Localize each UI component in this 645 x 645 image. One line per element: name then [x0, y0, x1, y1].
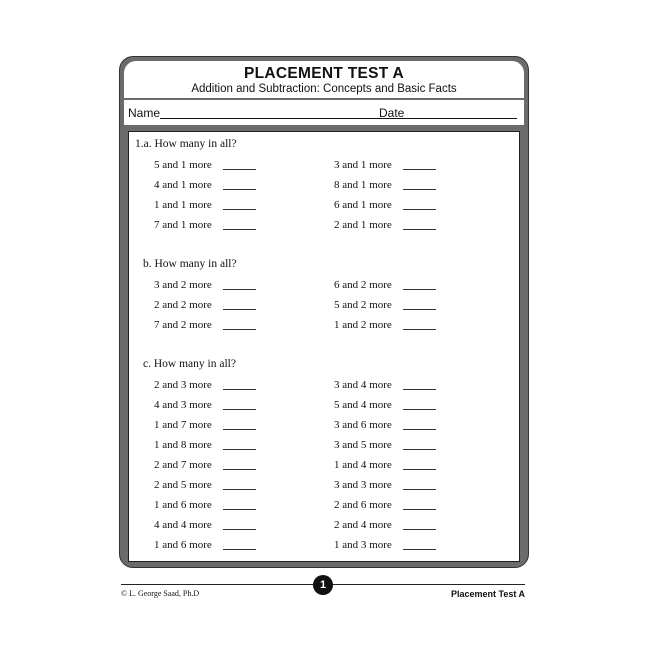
answer-blank[interactable] [403, 309, 436, 310]
footer-title: Placement Test A [450, 589, 525, 599]
problem-left: 1 and 7 more [154, 419, 212, 431]
problem-left: 1 and 1 more [154, 199, 212, 211]
answer-blank[interactable] [223, 509, 256, 510]
problem-left: 5 and 1 more [154, 159, 212, 171]
answer-blank[interactable] [223, 189, 256, 190]
problem-left: 3 and 2 more [154, 279, 212, 291]
name-date-bar [124, 100, 524, 125]
name-label: Name [128, 106, 161, 120]
answer-blank[interactable] [403, 289, 436, 290]
answer-blank[interactable] [403, 429, 436, 430]
answer-blank[interactable] [403, 169, 436, 170]
problem-left: 2 and 3 more [154, 379, 212, 391]
answer-blank[interactable] [223, 429, 256, 430]
page-subtitle: Addition and Subtraction: Concepts and Basic Facts [191, 83, 457, 95]
answer-blank[interactable] [223, 289, 256, 290]
answer-blank[interactable] [223, 549, 256, 550]
problem-left: 4 and 4 more [154, 519, 212, 531]
problem-left: 7 and 1 more [154, 219, 212, 231]
problem-right: 5 and 4 more [334, 399, 392, 411]
answer-blank[interactable] [403, 549, 436, 550]
section-label: b. How many in all? [143, 258, 237, 270]
answer-blank[interactable] [403, 389, 436, 390]
date-label: Date [379, 106, 405, 120]
problem-right: 3 and 5 more [334, 439, 392, 451]
problem-left: 2 and 5 more [154, 479, 212, 491]
problem-left: 2 and 7 more [154, 459, 212, 471]
answer-blank[interactable] [223, 489, 256, 490]
section-label: 1.a. How many in all? [135, 138, 237, 150]
problem-left: 1 and 6 more [154, 499, 212, 511]
problem-left: 7 and 2 more [154, 319, 212, 331]
answer-blank[interactable] [403, 449, 436, 450]
answer-blank[interactable] [223, 409, 256, 410]
answer-blank[interactable] [223, 169, 256, 170]
answer-blank[interactable] [403, 189, 436, 190]
answer-blank[interactable] [403, 209, 436, 210]
problem-left: 1 and 6 more [154, 539, 212, 551]
header [124, 61, 524, 98]
answer-blank[interactable] [403, 229, 436, 230]
problem-right: 6 and 2 more [334, 279, 392, 291]
answer-blank[interactable] [223, 469, 256, 470]
page-number-badge: 1 [313, 575, 333, 595]
answer-blank[interactable] [223, 209, 256, 210]
answer-blank[interactable] [223, 309, 256, 310]
problem-right: 6 and 1 more [334, 199, 392, 211]
problem-right: 3 and 1 more [334, 159, 392, 171]
problem-right: 2 and 4 more [334, 519, 392, 531]
problem-right: 3 and 4 more [334, 379, 392, 391]
copyright: © L. George Saad, Ph.D [121, 589, 200, 598]
page-title: PLACEMENT TEST A [243, 65, 405, 82]
problem-left: 2 and 2 more [154, 299, 212, 311]
answer-blank[interactable] [403, 409, 436, 410]
problem-right: 1 and 4 more [334, 459, 392, 471]
problem-left: 4 and 1 more [154, 179, 212, 191]
answer-blank[interactable] [223, 449, 256, 450]
problem-left: 1 and 8 more [154, 439, 212, 451]
answer-blank[interactable] [223, 229, 256, 230]
answer-blank[interactable] [403, 329, 436, 330]
problem-right: 1 and 3 more [334, 539, 392, 551]
answer-blank[interactable] [403, 529, 436, 530]
problem-right: 2 and 6 more [334, 499, 392, 511]
answer-blank[interactable] [223, 329, 256, 330]
problem-right: 2 and 1 more [334, 219, 392, 231]
problems-area [128, 131, 520, 562]
answer-blank[interactable] [403, 489, 436, 490]
problem-right: 1 and 2 more [334, 319, 392, 331]
problem-right: 3 and 3 more [334, 479, 392, 491]
answer-blank[interactable] [403, 509, 436, 510]
problem-left: 4 and 3 more [154, 399, 212, 411]
section-label: c. How many in all? [143, 358, 236, 370]
problem-right: 5 and 2 more [334, 299, 392, 311]
answer-blank[interactable] [223, 529, 256, 530]
date-field[interactable] [409, 118, 517, 119]
answer-blank[interactable] [403, 469, 436, 470]
answer-blank[interactable] [223, 389, 256, 390]
problem-right: 8 and 1 more [334, 179, 392, 191]
problem-right: 3 and 6 more [334, 419, 392, 431]
